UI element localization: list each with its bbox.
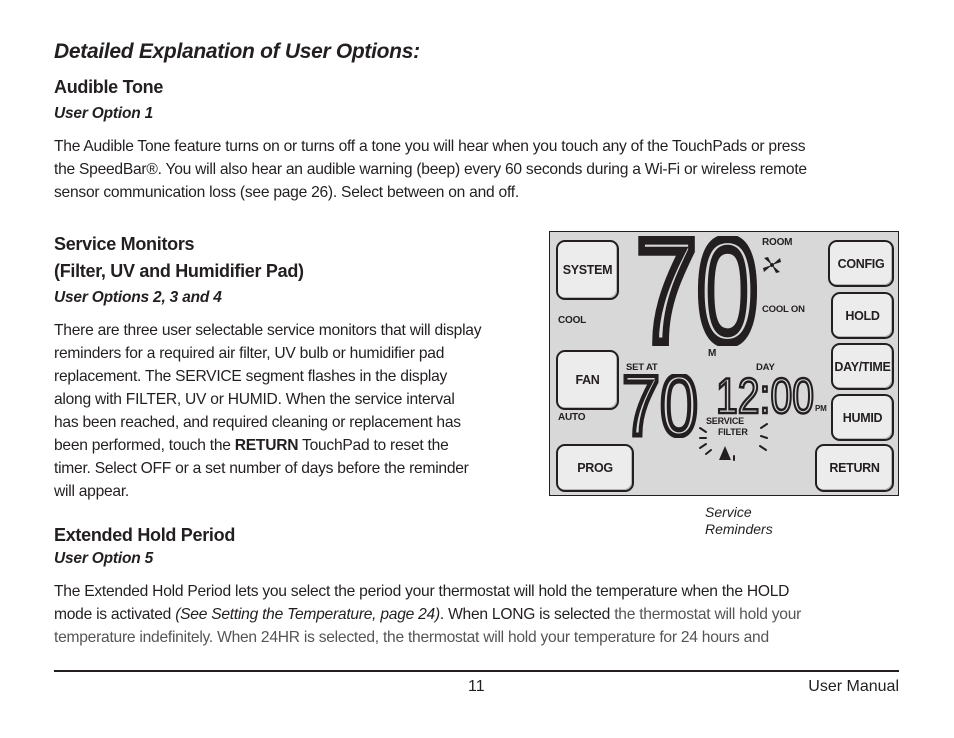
text-fragment: the thermostat will hold your xyxy=(614,606,802,623)
text-line: along with FILTER, UV or HUMID. When the service interval xyxy=(54,391,455,408)
service-monitors-heading: Service Monitors xyxy=(54,234,195,254)
set-temperature-display xyxy=(622,374,700,438)
text-line: timer. Select OFF or a set number of days before the reminder xyxy=(54,460,469,477)
extended-hold-paragraph xyxy=(54,580,801,649)
service-monitors-option: User Options 2, 3 and 4 xyxy=(54,289,222,306)
service-flash-indicator xyxy=(698,402,774,462)
time-value: 12:00 xyxy=(716,374,814,416)
text-line xyxy=(54,434,481,457)
service-monitors-subheading: (Filter, UV and Humidifier Pad) xyxy=(54,261,304,281)
cool-label: COOL xyxy=(558,315,587,326)
audible-tone-option: User Option 1 xyxy=(54,105,154,122)
page-reference: (See Setting the Temperature, page 24) xyxy=(175,606,440,623)
cool-on-label: COOL ON xyxy=(762,304,805,315)
day-label: DAY xyxy=(756,362,775,373)
arrow-up-icon xyxy=(719,446,731,460)
text-fragment: TouchPad to reset the xyxy=(298,437,449,454)
caption-line: Service xyxy=(705,504,752,520)
text-line: has been reached, and required cleaning or replacement has xyxy=(54,414,461,431)
room-temperature-display xyxy=(636,236,760,346)
text-line: There are three user selectable service monitors that will display xyxy=(54,322,482,339)
page-title: Detailed Explanation of User Options: xyxy=(54,40,420,63)
audible-tone-paragraph xyxy=(54,135,807,204)
set-temperature-value: 70 xyxy=(622,374,698,438)
text-line: sensor communication loss (see page 26). Select between on and off. xyxy=(54,184,519,201)
text-fragment: . When LONG is selected xyxy=(439,606,615,623)
service-monitors-paragraph xyxy=(54,319,481,503)
extended-hold-heading: Extended Hold Period xyxy=(54,525,236,545)
caption-line: Reminders xyxy=(705,521,773,537)
text-line: replacement. The SERVICE segment flashes in the display xyxy=(54,368,448,385)
set-at-label: SET AT xyxy=(626,362,658,373)
hold-button: HOLD xyxy=(831,292,894,339)
audible-tone-heading: Audible Tone xyxy=(54,77,164,97)
pm-label: PM xyxy=(815,404,827,413)
humid-button: HUMID xyxy=(831,394,894,441)
room-temperature-value: 70 xyxy=(636,236,758,346)
room-label: ROOM xyxy=(762,237,793,248)
auto-label: AUTO xyxy=(558,412,586,423)
service-label: SERVICE xyxy=(706,416,744,426)
text-line: will appear. xyxy=(54,483,130,500)
text-line: reminders for a required air filter, UV bulb or humidifier pad xyxy=(54,345,445,362)
return-keyword: RETURN xyxy=(234,437,299,454)
figure-caption xyxy=(705,504,773,538)
footer-label: User Manual xyxy=(808,678,899,695)
page-number: 11 xyxy=(468,678,485,695)
extended-hold-option: User Option 5 xyxy=(54,550,154,567)
fan-button: FAN xyxy=(556,350,619,410)
thermostat-illustration xyxy=(549,231,899,496)
filter-label: FILTER xyxy=(718,427,748,437)
prog-button: PROG xyxy=(556,444,634,492)
m-label: M xyxy=(708,348,717,359)
text-fragment: mode is activated xyxy=(54,606,176,623)
text-fragment: been performed, touch the xyxy=(54,437,235,454)
text-line: the SpeedBar®. You will also hear an audible warning (beep) every 60 seconds during a Wi-Fi or wireless remote xyxy=(54,161,807,178)
footer-divider xyxy=(54,670,899,672)
text-line: The Audible Tone feature turns on or turns off a tone you will hear when you touch any of the TouchPads or press xyxy=(54,138,806,155)
system-button: SYSTEM xyxy=(556,240,619,300)
fan-icon xyxy=(762,256,782,274)
return-button: RETURN xyxy=(815,444,894,492)
text-line xyxy=(54,603,801,626)
config-button: CONFIG xyxy=(828,240,894,287)
text-line: temperature indefinitely. When 24HR is selected, the thermostat will hold your temperature for 24 hours and xyxy=(54,629,769,646)
text-line: The Extended Hold Period lets you select the period your thermostat will hold the temperature when the HOLD xyxy=(54,583,790,600)
day-time-button: DAY/TIME xyxy=(831,343,894,390)
